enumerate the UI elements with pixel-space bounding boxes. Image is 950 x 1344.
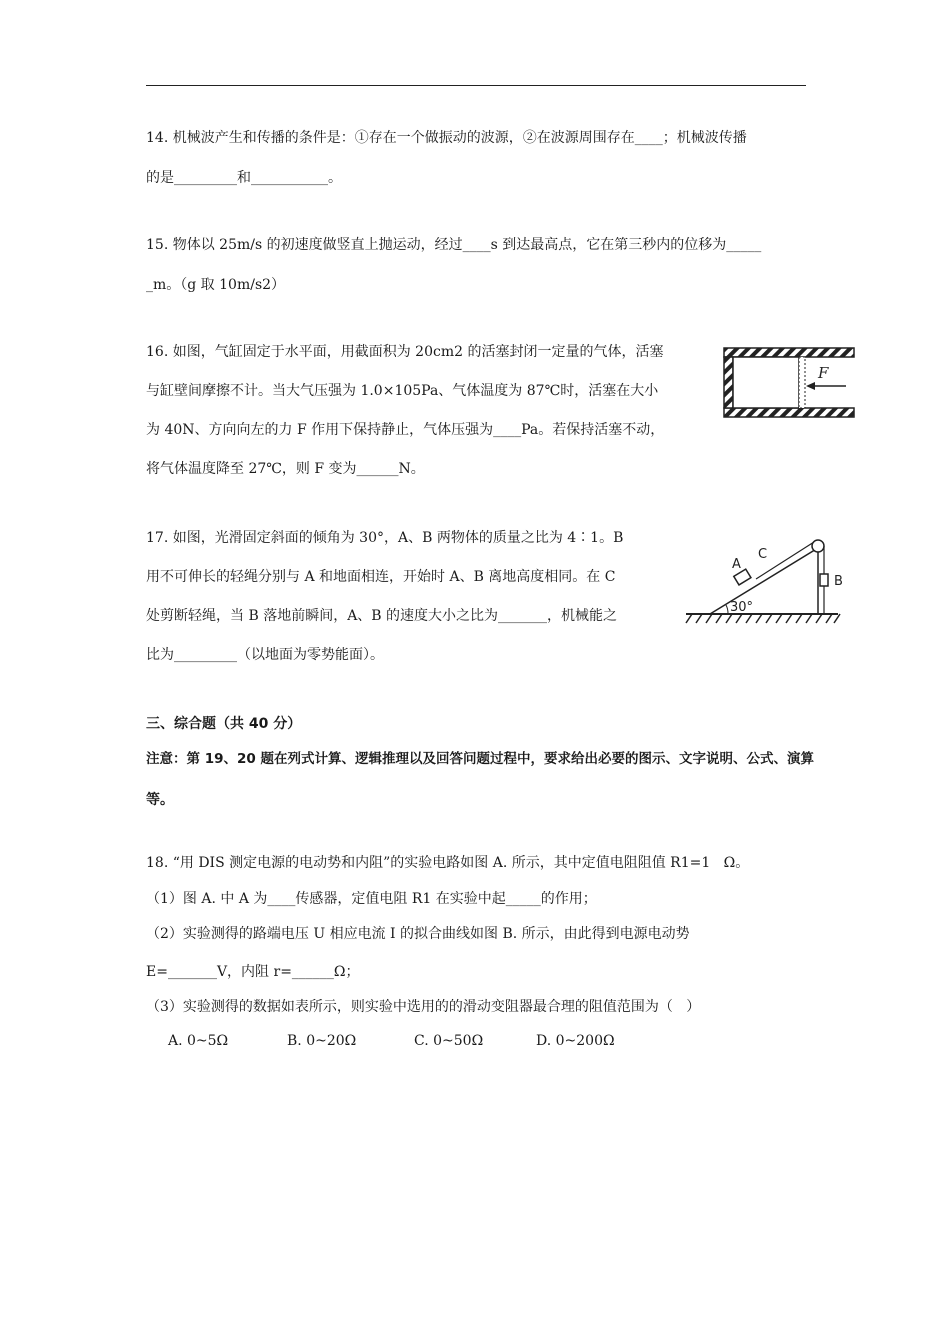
q16-line-2: 与缸壁间摩擦不计。当大气压强为 1.0×105Pa、气体温度为 87℃时，活塞在大小 (146, 383, 659, 399)
angle-arc (726, 605, 728, 614)
q16-line-1: 16. 如图，气缸固定于水平面，用截面积为 20cm2 的活塞封闭一定量的气体，活塞 (146, 344, 664, 360)
incline-figure (680, 530, 848, 632)
label-c: C (758, 547, 768, 562)
angle-label: 30° (730, 600, 754, 615)
q18-line-5: （3）实验测得的数据如表所示，则实验中选用的的滑动变阻器最合理的阻值范围为（ ） (146, 999, 701, 1015)
q18-option-a: A. 0~5Ω (168, 1033, 229, 1049)
cylinder-bottom-wall (724, 408, 854, 417)
piston (799, 357, 805, 408)
force-label: F (818, 364, 829, 382)
q18-line-2: （1）图 A. 中 A 为____传感器，定值电阻 R1 在实验中起_____的作用； (146, 891, 597, 907)
section-3-title: 三、综合题（共 40 分） (146, 716, 302, 732)
q18-line-1: 18. “用 DIS 测定电源的电动势和内阻”的实验电路如图 A. 所示，其中定值电阻阻值 R1=1 Ω。 (146, 855, 750, 871)
q15-line-1: 15. 物体以 25m/s 的初速度做竖直上抛运动，经过____s 到达最高点，它在第三秒内的位移为_____ (146, 237, 762, 253)
q18-option-d: D. 0~200Ω (536, 1033, 615, 1049)
q14-line-1: 14. 机械波产生和传播的条件是：①存在一个做振动的波源，②在波源周围存在____；机械波传播 (146, 130, 747, 146)
q18-line-4: E=_______V，内阻 r=______Ω； (146, 964, 360, 980)
q16-line-4: 将气体温度降至 27℃，则 F 变为______N。 (146, 461, 425, 477)
cylinder-figure (718, 342, 858, 424)
label-a: A (732, 557, 741, 572)
section-3-note-line-1: 注意：第 19、20 题在列式计算、逻辑推理以及回答问题过程中，要求给出必要的图示、文字说明、公式、演算 (146, 751, 814, 767)
q18-line-3: （2）实验测得的路端电压 U 相应电流 I 的拟合曲线如图 B. 所示，由此得到电源电动势 (146, 926, 690, 942)
q17-line-2: 用不可伸长的轻绳分别与 A 和地面相连，开始时 A、B 离地高度相同。在 C (146, 569, 616, 585)
section-3-note-line-2: 等。 (146, 792, 174, 808)
q14-line-2: 的是_________和___________。 (146, 170, 342, 186)
q18-option-c: C. 0~50Ω (414, 1033, 484, 1049)
gas-chamber (733, 357, 799, 408)
cylinder-top-wall (724, 348, 854, 357)
q15-line-2: _m。（g 取 10m/s2） (146, 277, 286, 293)
header-rule (146, 85, 806, 86)
cylinder-left-wall (724, 357, 733, 408)
q18-option-b: B. 0~20Ω (287, 1033, 357, 1049)
q17-line-3: 处剪断轻绳，当 B 落地前瞬间，A、B 的速度大小之比为_______，机械能之 (146, 608, 618, 624)
q17-line-4: 比为_________（以地面为零势能面）。 (146, 647, 384, 663)
q17-line-1: 17. 如图，光滑固定斜面的倾角为 30°，A、B 两物体的质量之比为 4∶1。B (146, 530, 624, 546)
q16-line-3: 为 40N、方向向左的力 F 作用下保持静止，气体压强为____Pa。若保持活塞不动， (146, 422, 665, 438)
label-b: B (834, 574, 843, 589)
ground-hatching (686, 614, 840, 623)
block-b (820, 574, 828, 586)
force-arrowhead (806, 382, 815, 390)
